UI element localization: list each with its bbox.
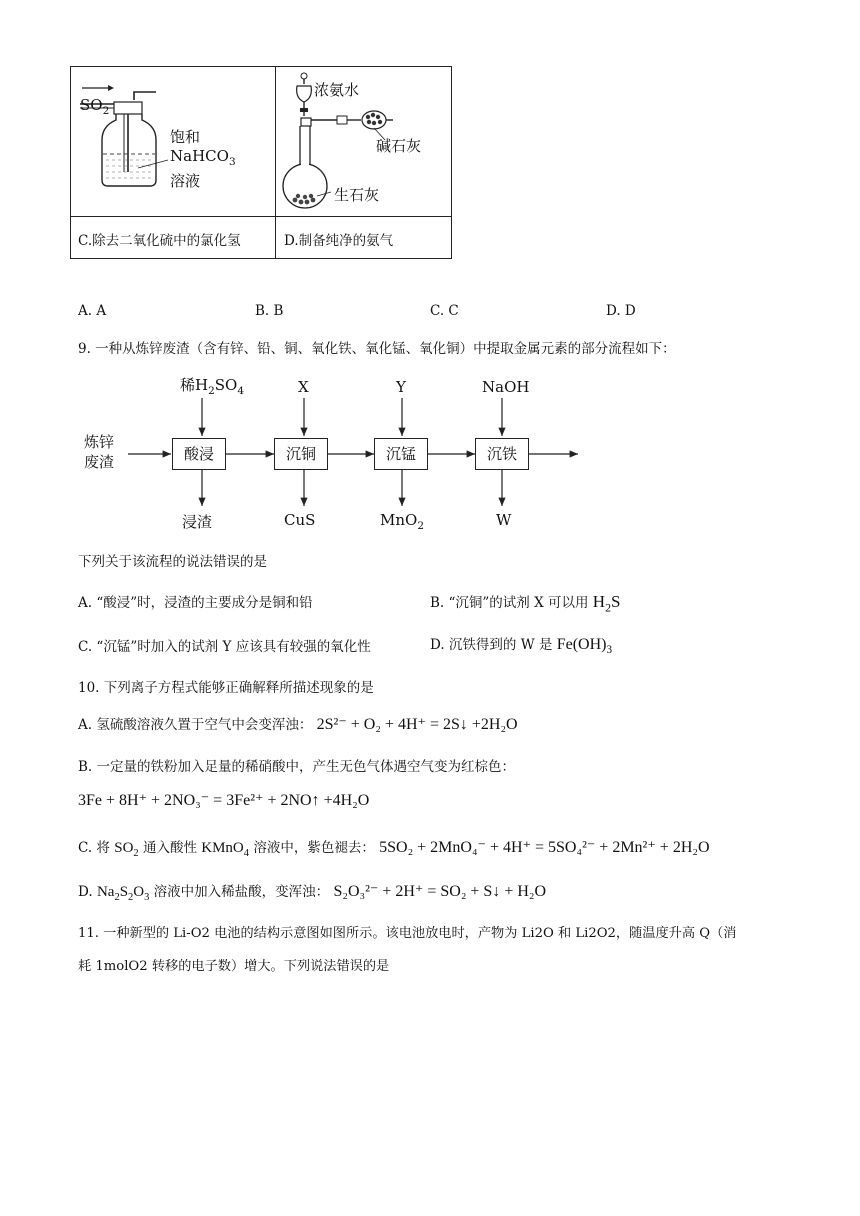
q9-option-d: D. 沉铁得到的 W 是 $Fe(OH)_3$ <box>430 636 613 657</box>
flow-output-cus: CuS <box>284 511 316 529</box>
q10-option-d-equation: S₂O₃²⁻ + 2H⁺ = SO₂ + S↓ + H₂O <box>333 883 547 900</box>
flow-start-label: 炼锌 废渣 <box>84 433 115 471</box>
q9-option-c: C. “沉锰”时加入的试剂 Y 应该具有较强的氧化性 <box>78 639 371 655</box>
q10-stem: 10. 下列离子方程式能够正确解释所描述现象的是 <box>78 680 374 696</box>
q10-option-b-equation: 3Fe + 8H⁺ + 2NO₃⁻ = 3Fe²⁺ + 2NO↑ +4H₂O <box>78 792 370 809</box>
so2-label: $SO_2$ <box>80 96 110 117</box>
q8-option-a: A. A <box>78 303 107 319</box>
flow-input-x: X <box>298 378 309 396</box>
q10-option-b: B. 一定量的铁粉加入足量的稀硝酸中，产生无色气体遇空气变为红棕色： <box>78 759 516 775</box>
flow-output-residue: 浸渣 <box>182 513 213 531</box>
q10-option-c: C. 将 $SO_2$ 通入酸性 KMnO$_4$ 溶液中，紫色褪去： 5SO₂ + 2MnO₄⁻ + 4H⁺ = 5SO₄²⁻ + 2Mn²⁺ + 2H₂O <box>78 839 710 859</box>
q8-option-c: C. C <box>430 303 459 319</box>
q8-option-d: D. D <box>606 303 636 319</box>
flow-step-manganese-precip: 沉锰 <box>374 438 428 470</box>
flow-input-acid: 稀$H_2SO_4$ <box>180 376 245 397</box>
q11-line2: 耗 1molO2 转移的电子数）增大。下列说法错误的是 <box>78 959 390 974</box>
flow-output-mno2: MnO$_2$ <box>380 511 425 532</box>
table-divider-vertical <box>275 66 276 259</box>
reagent-label: 饱和 NaHCO$_3$ 溶液 <box>170 128 236 190</box>
cell-d-caption: D.制备纯净的氨气 <box>284 233 394 249</box>
table-divider-horizontal <box>70 216 452 217</box>
cell-c-caption: C.除去二氧化硫中的氯化氢 <box>78 233 241 249</box>
flow-input-y: Y <box>396 378 406 396</box>
conc-ammonia-label: 浓氨水 <box>314 81 360 99</box>
q10-option-d: D. $Na_2S_2O_3$ 溶液中加入稀盐酸，变浑浊： S₂O₃²⁻ + 2H⁺ = SO₂ + S↓ + H₂O <box>78 883 547 903</box>
q10-option-c-equation: 5SO₂ + 2MnO₄⁻ + 4H⁺ = 5SO₄²⁻ + 2Mn²⁺ + 2H₂O <box>379 839 710 856</box>
q8-option-b: B. B <box>255 303 284 319</box>
q10-option-a: A. 氢硫酸溶液久置于空气中会变浑浊： 2S²⁻ + O₂ + 4H⁺ = 2S↓ +2H₂O <box>78 716 518 733</box>
flow-step-copper-precip: 沉铜 <box>274 438 328 470</box>
q9-prompt: 下列关于该流程的说法错误的是 <box>78 554 267 570</box>
q9-option-a: A. “酸浸”时，浸渣的主要成分是铜和铅 <box>78 595 313 611</box>
q9-stem: 9. 一种从炼锌废渣（含有锌、铅、铜、氧化铁、氧化锰、氧化铜）中提取金属元素的部分流程如下： <box>78 341 676 357</box>
q10-option-a-equation: 2S²⁻ + O₂ + 4H⁺ = 2S↓ +2H₂O <box>316 716 518 733</box>
flow-output-w: W <box>496 511 512 529</box>
flow-step-acid-leach: 酸浸 <box>172 438 226 470</box>
flow-step-iron-precip: 沉铁 <box>475 438 529 470</box>
soda-lime-label: 碱石灰 <box>376 137 422 155</box>
q11-line1: 11. 一种新型的 Li-O2 电池的结构示意图如图所示。该电池放电时，产物为 Li2O 和 Li2O2，随温度升高 Q（消 <box>78 926 737 941</box>
quicklime-label: 生石灰 <box>334 186 380 204</box>
q9-option-b: B. “沉铜”的试剂 X 可以用 $H_2S$ <box>430 592 621 615</box>
flow-input-naoh: NaOH <box>482 378 530 396</box>
